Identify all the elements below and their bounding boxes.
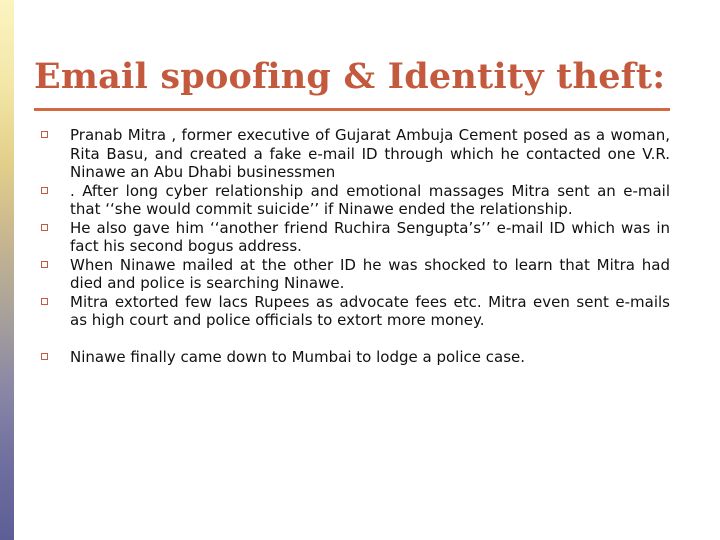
bullet-text: Ninawe finally came down to Mumbai to lodge a police case. bbox=[70, 347, 526, 366]
square-bullet-icon bbox=[41, 187, 48, 194]
bullet-text: . After long cyber relationship and emotional massages Mitra sent an e-mail that ‘‘she would commit suicide’’ if Ninawe ended the relationship. bbox=[70, 181, 670, 218]
square-bullet-icon bbox=[41, 224, 48, 231]
square-bullet-icon bbox=[41, 353, 48, 360]
bullet-item bbox=[38, 126, 670, 182]
decorative-side-bar bbox=[0, 0, 14, 540]
bullet-text: He also gave him ‘‘another friend Ruchira Sengupta’s’’ e-mail ID which was in fact his second bogus address. bbox=[70, 218, 670, 255]
bullet-item bbox=[38, 348, 670, 367]
bullet-text: Pranab Mitra , former executive of Gujarat Ambuja Cement posed as a woman, Rita Basu, and created a fake e-mail ID through which he contacted one V.R. Ninawe an Abu Dhabi businessmen bbox=[70, 126, 670, 181]
slide-title: Email spoofing & Identity theft: bbox=[34, 56, 666, 97]
square-bullet-icon bbox=[41, 261, 48, 268]
bullet-item bbox=[38, 256, 670, 293]
square-bullet-icon bbox=[41, 131, 48, 138]
bullet-text: When Ninawe mailed at the other ID he was shocked to learn that Mitra had died and police is searching Ninawe. bbox=[70, 255, 670, 292]
bullet-text: Mitra extorted few lacs Rupees as advocate fees etc. Mitra even sent e-mails as high court and police officials to extort more money. bbox=[70, 292, 670, 329]
bullet-item bbox=[38, 182, 670, 219]
square-bullet-icon bbox=[41, 298, 48, 305]
bullet-list bbox=[38, 126, 670, 366]
bullet-item bbox=[38, 219, 670, 256]
title-underline bbox=[34, 108, 670, 111]
bullet-item bbox=[38, 293, 670, 330]
